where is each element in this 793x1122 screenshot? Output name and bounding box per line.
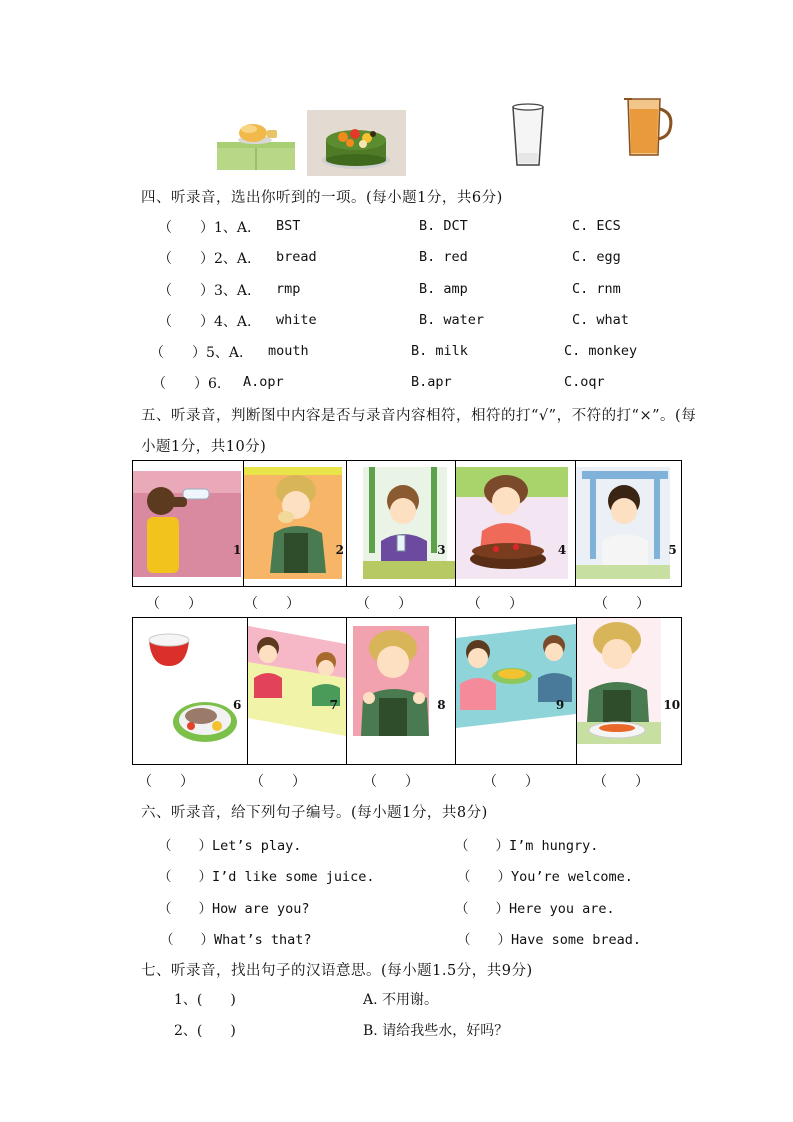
question-prefix: （ ）6. (152, 376, 222, 392)
question-prefix: （ ）4、A. (158, 314, 252, 330)
picture-cell-9 (456, 618, 578, 764)
answer-blank[interactable]: （ ） (467, 596, 523, 612)
option-a: white (276, 312, 317, 328)
sentence-left-1: （ ）Let’s play. (158, 838, 302, 854)
option-a: rmp (276, 281, 301, 297)
option-b: B. amp (419, 281, 468, 297)
option-c: C. ECS (572, 218, 621, 234)
juice-jug-picture (620, 95, 676, 159)
picture-number: 1 (233, 543, 242, 557)
question-prefix: （ ）1、A. (158, 220, 252, 236)
section7-heading: 七、听录音，找出句子的汉语意思。(每小题1.5分，共9分) (141, 963, 533, 979)
picture-cell-8 (347, 618, 456, 764)
section5-heading-line1: 五、听录音，判断图中内容是否与录音内容相符，相符的打“√”，不符的打“×”。(每 (141, 408, 697, 424)
section4-heading: 四、听录音，选出你听到的一项。(每小题1分，共6分) (141, 190, 503, 206)
sentence-right-4: （ ）Have some bread. (457, 932, 642, 948)
answer-blank[interactable]: （ ） (483, 774, 539, 790)
item-number-1: 1、( ) (174, 992, 236, 1008)
question-prefix: （ ）3、A. (158, 283, 252, 299)
question-prefix: （ ）2、A. (158, 251, 252, 267)
section5-heading-line2: 小题1分，共10分) (141, 439, 267, 455)
sentence-left-4: （ ）What’s that? (160, 932, 312, 948)
answer-blank[interactable]: （ ） (356, 596, 412, 612)
sentence-left-3: （ ）How are you? (158, 901, 310, 917)
picture-number: 8 (437, 698, 446, 712)
answer-blank[interactable]: （ ） (594, 596, 650, 612)
sentence-right-1: （ ）I’m hungry. (455, 838, 599, 854)
picture-number: 6 (233, 698, 242, 712)
answer-blank[interactable]: （ ） (146, 596, 202, 612)
option-a: A.opr (243, 374, 284, 390)
picture-cell-5 (576, 461, 681, 586)
section6-heading: 六、听录音，给下列句子编号。(每小题1分，共8分) (141, 805, 488, 821)
picture-number: 4 (557, 543, 567, 557)
answer-blank[interactable]: （ ） (363, 774, 419, 790)
picture-number: 7 (329, 698, 338, 712)
picture-grid-row-1 (132, 460, 682, 587)
cake-photo (307, 110, 406, 176)
sentence-left-2: （ ）I’d like some juice. (158, 869, 375, 885)
picture-cell-10 (577, 618, 681, 764)
answer-blank[interactable]: （ ） (138, 774, 194, 790)
sentence-right-2: （ ）You’re welcome. (457, 869, 633, 885)
item-option-a: A. 不用谢。 (363, 992, 439, 1008)
picture-cell-2 (244, 461, 348, 586)
picture-grid-row-2 (132, 617, 682, 765)
option-c: C. egg (572, 249, 621, 265)
picture-number: 10 (663, 698, 681, 712)
picture-cell-4 (456, 461, 577, 586)
option-b: B. milk (411, 343, 468, 359)
item-option-b: B. 请给我些水，好吗？ (363, 1023, 509, 1039)
picture-cell-1 (133, 461, 244, 586)
picture-cell-7 (248, 618, 348, 764)
picture-cell-3 (347, 461, 456, 586)
answer-blank[interactable]: （ ） (244, 596, 300, 612)
sentence-right-3: （ ）Here you are. (455, 901, 615, 917)
option-c: C. monkey (564, 343, 638, 359)
answer-blank[interactable]: （ ） (593, 774, 649, 790)
picture-number: 9 (555, 698, 565, 712)
picture-number: 5 (668, 543, 677, 557)
item-number-2: 2、( ) (174, 1023, 236, 1039)
option-b: B.apr (411, 374, 452, 390)
option-b: B. water (419, 312, 485, 328)
option-b: B. DCT (419, 218, 468, 234)
option-a: BST (276, 218, 301, 234)
glass-picture (508, 103, 548, 169)
answer-blank[interactable]: （ ） (250, 774, 306, 790)
picture-number: 2 (335, 543, 344, 557)
option-c: C.oqr (564, 374, 605, 390)
picture-cell-6 (133, 618, 248, 764)
question-prefix: （ ）5、A. (150, 345, 244, 361)
option-a: bread (276, 249, 317, 265)
option-c: C. what (572, 312, 629, 328)
option-a: mouth (268, 343, 309, 359)
option-b: B. red (419, 249, 468, 265)
picture-number: 3 (437, 543, 446, 557)
bread-on-table-picture (215, 116, 297, 170)
option-c: C. rnm (572, 281, 621, 297)
